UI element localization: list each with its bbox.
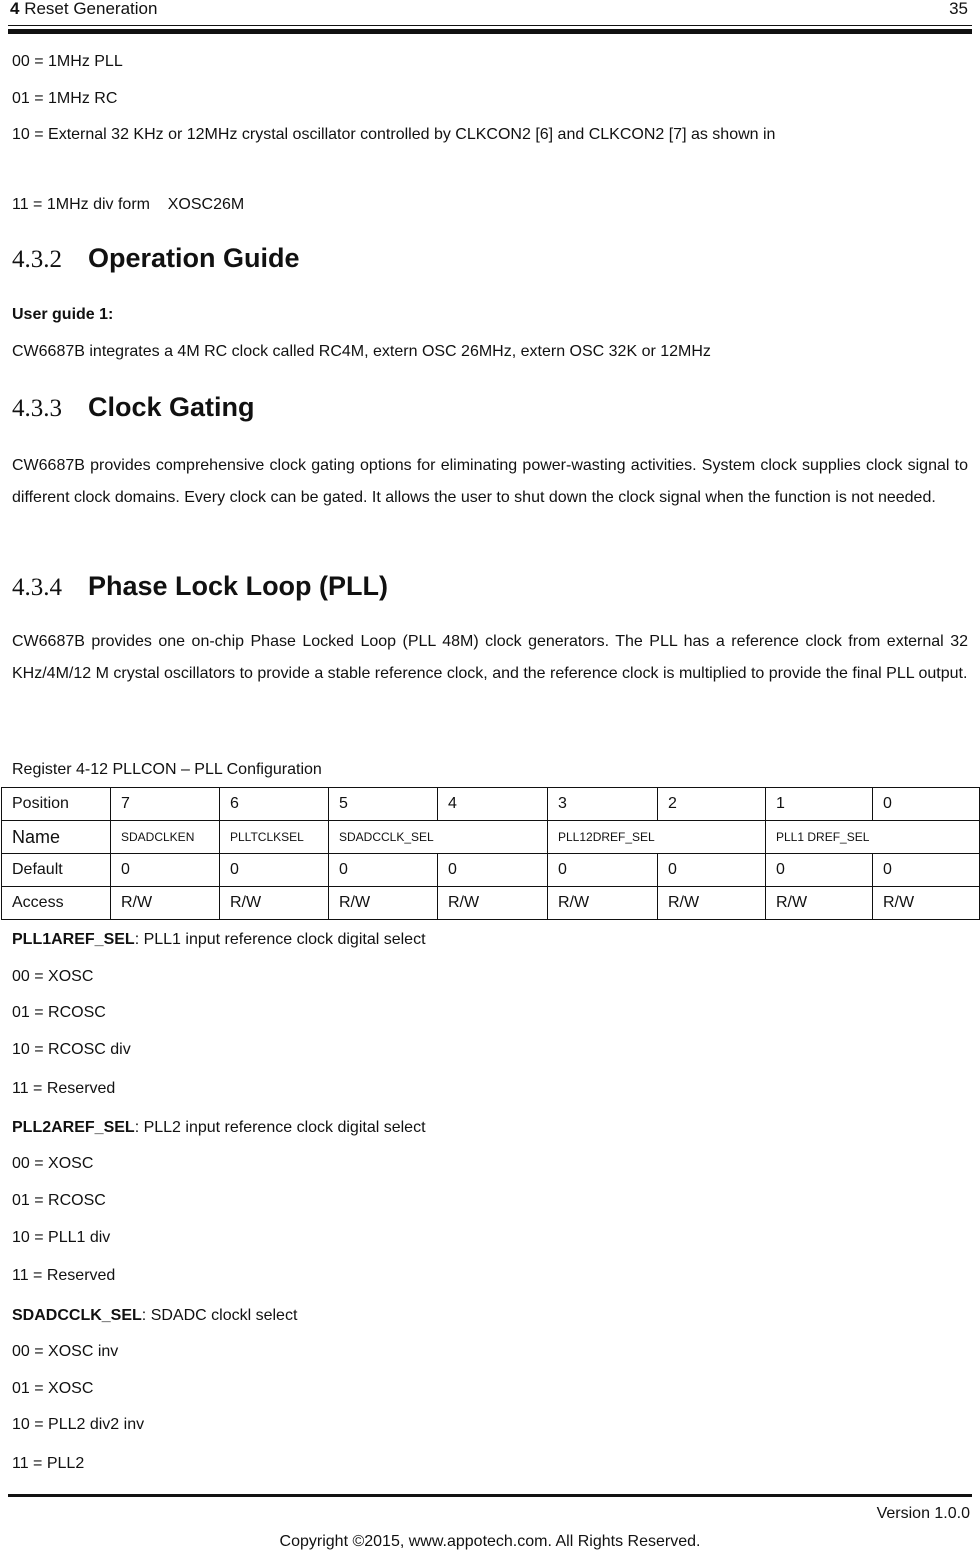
bit-cell: 0: [766, 854, 873, 887]
copyright-notice: Copyright ©2015, www.appotech.com. All Rights Reserved.: [279, 1533, 701, 1550]
section-heading-clock-gating: [12, 392, 255, 423]
clock-gating-paragraph: CW6687B provides comprehensive clock gating options for eliminating power-wasting activities. System clock supplies clock signal to different clock domains. Every clock can be gated. It allows the user to shut down the clock signal when the function is not needed.: [12, 457, 968, 506]
field-desc: : PLL1 input reference clock digital select: [134, 931, 426, 948]
register-table: [1, 787, 980, 920]
bit-cell: 6: [220, 788, 329, 821]
intro-line: 10 = External 32 KHz or 12MHz crystal oscillator controlled by CLKCON2 [6] and CLKCON2 [7] as shown in: [12, 126, 776, 143]
bit-cell: R/W: [658, 887, 766, 920]
pll-paragraph: CW6687B provides one on-chip Phase Locked Loop (PLL 48M) clock generators. The PLL has a reference clock from external 32 KHz/4M/12 M crystal oscillators to provide a stable reference clock, and the reference clock is multiplied to provide the final PLL output.: [12, 633, 968, 682]
intro-line: 01 = 1MHz RC: [12, 90, 118, 107]
field-option: 00 = XOSC inv: [12, 1343, 119, 1360]
bit-cell: 4: [438, 788, 548, 821]
section-number: 4.3.4: [12, 574, 62, 601]
register-caption: Register 4-12 PLLCON – PLL Configuration: [12, 761, 322, 778]
field-option: 01 = RCOSC: [12, 1004, 106, 1021]
header-rule-thin: [8, 25, 972, 26]
chapter-number: 4: [10, 0, 20, 18]
bit-cell: 0: [329, 854, 438, 887]
field-option: 10 = PLL1 div: [12, 1229, 111, 1246]
section-heading-pll: [12, 571, 388, 602]
field-name: PLL1AREF_SEL: [12, 931, 135, 948]
user-guide-label: User guide 1:: [12, 306, 114, 323]
field-name: SDADCCLK_SEL: [12, 1307, 142, 1324]
field-option: 10 = RCOSC div: [12, 1041, 131, 1058]
version-label: Version 1.0.0: [876, 1505, 970, 1522]
section-number: 4.3.3: [12, 395, 62, 422]
bit-cell: 7: [111, 788, 220, 821]
name-cell: PLL1 DREF_SEL: [766, 821, 980, 854]
bit-cell: 5: [329, 788, 438, 821]
bit-cell: 0: [438, 854, 548, 887]
section-title: Operation Guide: [88, 243, 300, 273]
bit-cell: R/W: [220, 887, 329, 920]
bit-cell: 0: [111, 854, 220, 887]
field-option: 00 = XOSC: [12, 1155, 94, 1172]
bit-cell: R/W: [329, 887, 438, 920]
field-name: PLL2AREF_SEL: [12, 1119, 135, 1136]
bit-cell: R/W: [548, 887, 658, 920]
bit-cell: 0: [658, 854, 766, 887]
bit-cell: 1: [766, 788, 873, 821]
bit-cell: 0: [873, 854, 980, 887]
name-cell: PLLTCLKSEL: [220, 821, 329, 854]
field-desc: : SDADC clockl select: [141, 1307, 298, 1324]
footer-rule: [8, 1494, 972, 1497]
bit-cell: R/W: [438, 887, 548, 920]
operation-guide-text: CW6687B integrates a 4M RC clock called RC4M, extern OSC 26MHz, extern OSC 32K or 12MHz: [12, 343, 711, 360]
field-desc: : PLL2 input reference clock digital select: [134, 1119, 426, 1136]
row-label: Access: [2, 887, 111, 920]
row-label: Position: [2, 788, 111, 821]
bit-cell: 0: [873, 788, 980, 821]
intro-line: 00 = 1MHz PLL: [12, 53, 123, 70]
bit-cell: 2: [658, 788, 766, 821]
row-label: Default: [2, 854, 111, 887]
field-option: 11 = Reserved: [12, 1080, 116, 1097]
name-cell: PLL12DREF_SEL: [548, 821, 766, 854]
section-heading-operation-guide: [12, 243, 300, 274]
field-option: 11 = PLL2: [12, 1455, 85, 1472]
table-row-default: [2, 854, 980, 887]
field-option: 11 = Reserved: [12, 1267, 116, 1284]
bit-cell: 0: [548, 854, 658, 887]
header-rule-thick: [8, 29, 972, 34]
field-description: [12, 1307, 297, 1325]
field-option: 10 = PLL2 div2 inv: [12, 1416, 145, 1433]
field-description: [12, 931, 426, 949]
field-option: 00 = XOSC: [12, 968, 94, 985]
chapter-title: Reset Generation: [24, 0, 158, 18]
table-row-position: [2, 788, 980, 821]
name-cell: SDADCLKEN: [111, 821, 220, 854]
bit-cell: 3: [548, 788, 658, 821]
intro-line: 11 = 1MHz div form XOSC26M: [12, 196, 245, 213]
bit-cell: R/W: [873, 887, 980, 920]
table-row-name: [2, 821, 980, 854]
section-title: Phase Lock Loop (PLL): [88, 571, 389, 601]
row-label: Name: [2, 821, 111, 854]
field-option: 01 = RCOSC: [12, 1192, 106, 1209]
field-description: [12, 1119, 426, 1137]
name-cell: SDADCCLK_SEL: [329, 821, 548, 854]
bit-cell: 0: [220, 854, 329, 887]
section-title: Clock Gating: [88, 392, 255, 422]
running-header: [10, 0, 157, 19]
page-number: 35: [949, 0, 968, 18]
bit-cell: R/W: [111, 887, 220, 920]
section-number: 4.3.2: [12, 246, 62, 273]
field-option: 01 = XOSC: [12, 1380, 94, 1397]
table-row-access: [2, 887, 980, 920]
bit-cell: R/W: [766, 887, 873, 920]
